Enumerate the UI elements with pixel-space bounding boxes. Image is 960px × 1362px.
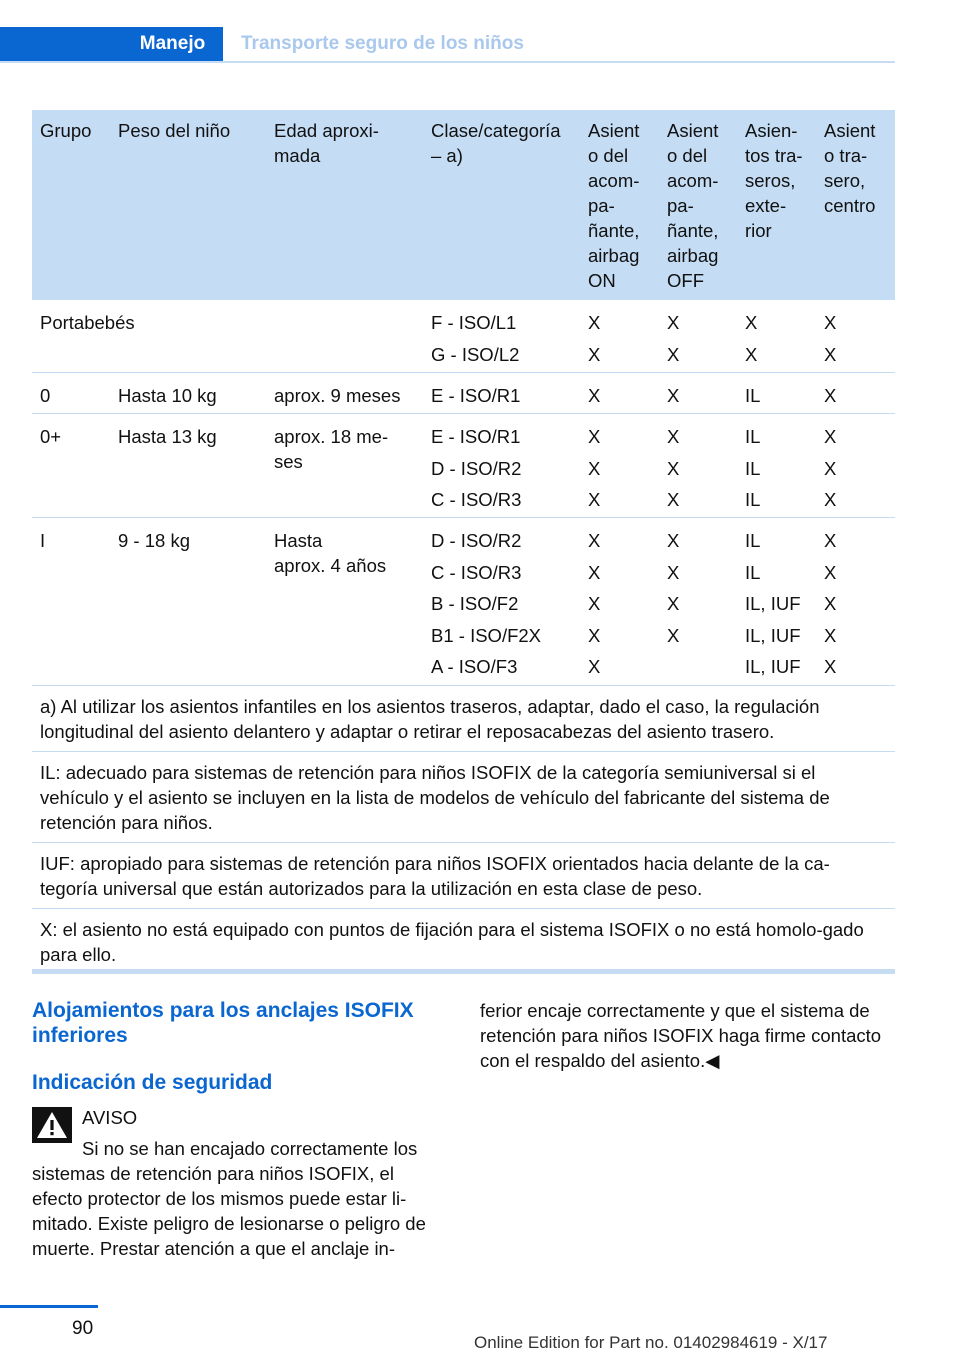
th-group xyxy=(40,118,112,143)
cell-value: X xyxy=(588,530,601,551)
cell-value: IL, IUF xyxy=(745,656,801,677)
cell-rear-center xyxy=(824,528,836,686)
header-line: ON xyxy=(588,270,616,291)
header-line: airbag xyxy=(667,245,719,266)
cell-value: 0 xyxy=(40,385,51,406)
cell-value: Hasta xyxy=(274,530,323,551)
cell-value: X xyxy=(667,624,680,646)
edition-note: Online Edition for Part no. 01402984619 - X/17 xyxy=(474,1333,828,1352)
cell-value: X xyxy=(667,489,680,510)
cell-value: E - ISO/R1 xyxy=(431,385,521,406)
cell-value: X xyxy=(588,343,601,365)
header-line: acom- xyxy=(667,170,719,191)
cell-value: X xyxy=(588,312,601,333)
cell-value: C - ISO/R3 xyxy=(431,489,522,510)
footnote-il: IL: adecuado para sistemas de retención para niños ISOFIX de la categoría semiuniversal si el vehículo y el asiento se incluyen en la lista de modelos de vehículo del fabricante del sistema de retención para niños. xyxy=(32,752,895,843)
cell-value: X xyxy=(667,561,680,583)
warning-box xyxy=(32,1105,448,1261)
cell-rear-outer xyxy=(745,383,760,415)
cell-group xyxy=(40,528,45,553)
cell-value: E - ISO/R1 xyxy=(431,426,521,447)
cell-value: X xyxy=(667,530,680,551)
header-line: o del xyxy=(588,145,629,166)
header-line: Asient xyxy=(824,120,876,141)
cell-value: Hasta 10 kg xyxy=(118,385,217,406)
header-rule xyxy=(0,61,895,63)
cell-rear-outer xyxy=(745,424,760,519)
cell-value: B1 - ISO/F2X xyxy=(431,624,542,646)
cell-value: X xyxy=(667,426,680,447)
cell-value: X xyxy=(745,343,758,365)
table-row xyxy=(32,300,895,373)
cell-value: X xyxy=(667,312,680,333)
header-line: tos tra- xyxy=(745,145,803,166)
cell-value: G - ISO/L2 xyxy=(431,343,520,365)
table-row xyxy=(32,373,895,414)
header-line: o tra- xyxy=(824,145,868,166)
footnote-a: a) Al utilizar los asientos infantiles en los asientos traseros, adaptar, dado el caso, la regulación longitudinal del asiento delantero y adaptar o retirar el reposacabezas del asiento trasero. xyxy=(32,686,895,752)
cell-value: aprox. 9 meses xyxy=(274,385,401,406)
cell-group xyxy=(40,424,61,449)
cell-front-off xyxy=(667,528,679,654)
header-line: centro xyxy=(824,195,876,216)
cell-value: X xyxy=(588,457,601,479)
cell-age xyxy=(274,528,386,578)
cell-value: C - ISO/R3 xyxy=(431,561,522,583)
warning-triangle-icon xyxy=(32,1107,72,1143)
cell-front-off xyxy=(667,310,679,373)
cell-front-on xyxy=(588,424,600,519)
warning-label: AVISO xyxy=(82,1107,138,1128)
th-rear-outer xyxy=(745,118,819,243)
footnote-iuf: IUF: apropiado para sistemas de retención para niños ISOFIX orientados hacia delante de la ca-tegoría universal que están autorizados para la utilización en esta clase de peso. xyxy=(32,843,895,909)
cell-weight xyxy=(118,528,190,553)
cell-value: IL xyxy=(745,561,761,583)
warning-text: Si no se han encajado correctamente los sistemas de retención para niños ISOFIX, el efecto protector de los mismos puede estar li-mitado. Existe peligro de lesionarse o peligro de muerte. Prestar atención a que el anclaje in- xyxy=(32,1138,426,1259)
cell-value: X xyxy=(824,656,837,677)
cell-value: D - ISO/R2 xyxy=(431,457,522,479)
cell-value: 0+ xyxy=(40,426,62,447)
cell-classes xyxy=(431,528,541,686)
cell-rear-center xyxy=(824,424,836,519)
cell-value: X xyxy=(588,593,601,614)
cell-value: X xyxy=(588,561,601,583)
cell-value: X xyxy=(588,426,601,447)
cell-value: IL xyxy=(745,530,761,551)
cell-value: X xyxy=(824,489,837,510)
cell-value: X xyxy=(745,312,758,333)
cell-value: F - ISO/L1 xyxy=(431,312,517,333)
cell-value: Portabebés xyxy=(40,312,135,333)
left-column xyxy=(32,998,448,1261)
right-column: ferior encaje correctamente y que el sistema de retención para niños ISOFIX haga firme contacto con el respaldo del asiento.◀ xyxy=(480,1000,882,1071)
cell-value: X xyxy=(588,624,601,646)
cell-value: X xyxy=(667,457,680,479)
cell-front-on xyxy=(588,528,600,686)
cell-group xyxy=(40,383,50,408)
cell-value: aprox. 18 me- xyxy=(274,426,389,447)
header-line: Grupo xyxy=(40,120,92,141)
cell-value: IL xyxy=(745,489,761,510)
cell-value: X xyxy=(667,343,680,365)
cell-value: I xyxy=(40,530,46,551)
header-line: ñante, xyxy=(588,220,640,241)
cell-front-on xyxy=(588,383,600,415)
cell-value: IL xyxy=(745,426,761,447)
header-line: Peso del niño xyxy=(118,120,231,141)
footer-rule xyxy=(0,1305,98,1308)
header-line: – a) xyxy=(431,145,463,166)
cell-age xyxy=(274,424,388,474)
cell-value: 9 - 18 kg xyxy=(118,530,190,551)
cell-value: X xyxy=(824,426,837,447)
th-front-airbag-on xyxy=(588,118,662,293)
cell-value: A - ISO/F3 xyxy=(431,656,518,677)
cell-value: IL xyxy=(745,457,761,479)
footnote-x: X: el asiento no está equipado con puntos de fijación para el sistema ISOFIX o no está homolo-gado para ello. xyxy=(40,919,864,965)
header-line: OFF xyxy=(667,270,704,291)
header-line: Edad aproxi- xyxy=(274,120,379,141)
header-line: acom- xyxy=(588,170,640,191)
cell-value: aprox. 4 años xyxy=(274,555,387,576)
header-line: seros, xyxy=(745,170,796,191)
header-line: sero, xyxy=(824,170,866,191)
header-accent-bar xyxy=(0,27,122,61)
cell-rear-outer xyxy=(745,528,801,686)
cell-front-on xyxy=(588,310,600,373)
cell-classes xyxy=(431,310,519,373)
cell-value: X xyxy=(588,656,601,677)
cell-value: X xyxy=(667,593,680,614)
cell-value: X xyxy=(824,530,837,551)
breadcrumb[interactable]: Transporte seguro de los niños xyxy=(241,33,524,54)
th-class xyxy=(431,118,581,168)
cell-rear-outer xyxy=(745,310,757,373)
cell-value: X xyxy=(824,343,837,365)
cell-value: IL, IUF xyxy=(745,624,801,646)
cell-value: X xyxy=(824,312,837,333)
cell-rear-center xyxy=(824,310,836,373)
cell-weight xyxy=(118,383,217,408)
table-row xyxy=(32,414,895,518)
isofix-table xyxy=(32,110,895,974)
header-line: Asient xyxy=(588,120,640,141)
header-line: Clase/categoría xyxy=(431,120,561,141)
cell-classes xyxy=(431,383,520,415)
cell-value: D - ISO/R2 xyxy=(431,530,522,551)
th-weight xyxy=(118,118,268,143)
cell-value: X xyxy=(667,385,680,406)
page-number: 90 xyxy=(72,1318,94,1339)
section-subtitle: Indicación de seguridad xyxy=(32,1071,273,1094)
cell-value: X xyxy=(588,385,601,406)
header-line: exte- xyxy=(745,195,787,216)
cell-age xyxy=(274,383,400,408)
cell-value: Hasta 13 kg xyxy=(118,426,217,447)
th-front-airbag-off xyxy=(667,118,741,293)
cell-value: B - ISO/F2 xyxy=(431,593,519,614)
cell-weight xyxy=(118,424,217,449)
table-end-rule xyxy=(32,969,895,974)
header-line: rior xyxy=(745,220,772,241)
th-rear-center xyxy=(824,118,898,218)
cell-value: X xyxy=(824,457,837,479)
cell-value: IL, IUF xyxy=(745,593,801,614)
table-row xyxy=(32,518,895,686)
header-line: pa- xyxy=(667,195,694,216)
cell-value: X xyxy=(824,624,837,646)
cell-value: X xyxy=(824,561,837,583)
header-line: airbag xyxy=(588,245,640,266)
cell-classes xyxy=(431,424,521,519)
header-line: Asient xyxy=(667,120,719,141)
cell-value: ses xyxy=(274,451,303,472)
section-title: Alojamientos para los anclajes ISOFIX inferiores xyxy=(32,999,414,1047)
chapter-tab[interactable]: Manejo xyxy=(122,27,223,61)
cell-value: IL xyxy=(745,385,761,406)
cell-value: X xyxy=(824,593,837,614)
cell-value: X xyxy=(588,489,601,510)
cell-value: X xyxy=(824,385,837,406)
th-age xyxy=(274,118,424,168)
cell-front-off xyxy=(667,383,679,415)
header-line: Asien- xyxy=(745,120,798,141)
header-line: ñante, xyxy=(667,220,719,241)
cell-rear-center xyxy=(824,383,836,415)
header-line: mada xyxy=(274,145,321,166)
table-header xyxy=(32,110,895,300)
cell-front-off xyxy=(667,424,679,519)
header-line: pa- xyxy=(588,195,615,216)
header-line: o del xyxy=(667,145,708,166)
cell-group xyxy=(40,310,135,335)
